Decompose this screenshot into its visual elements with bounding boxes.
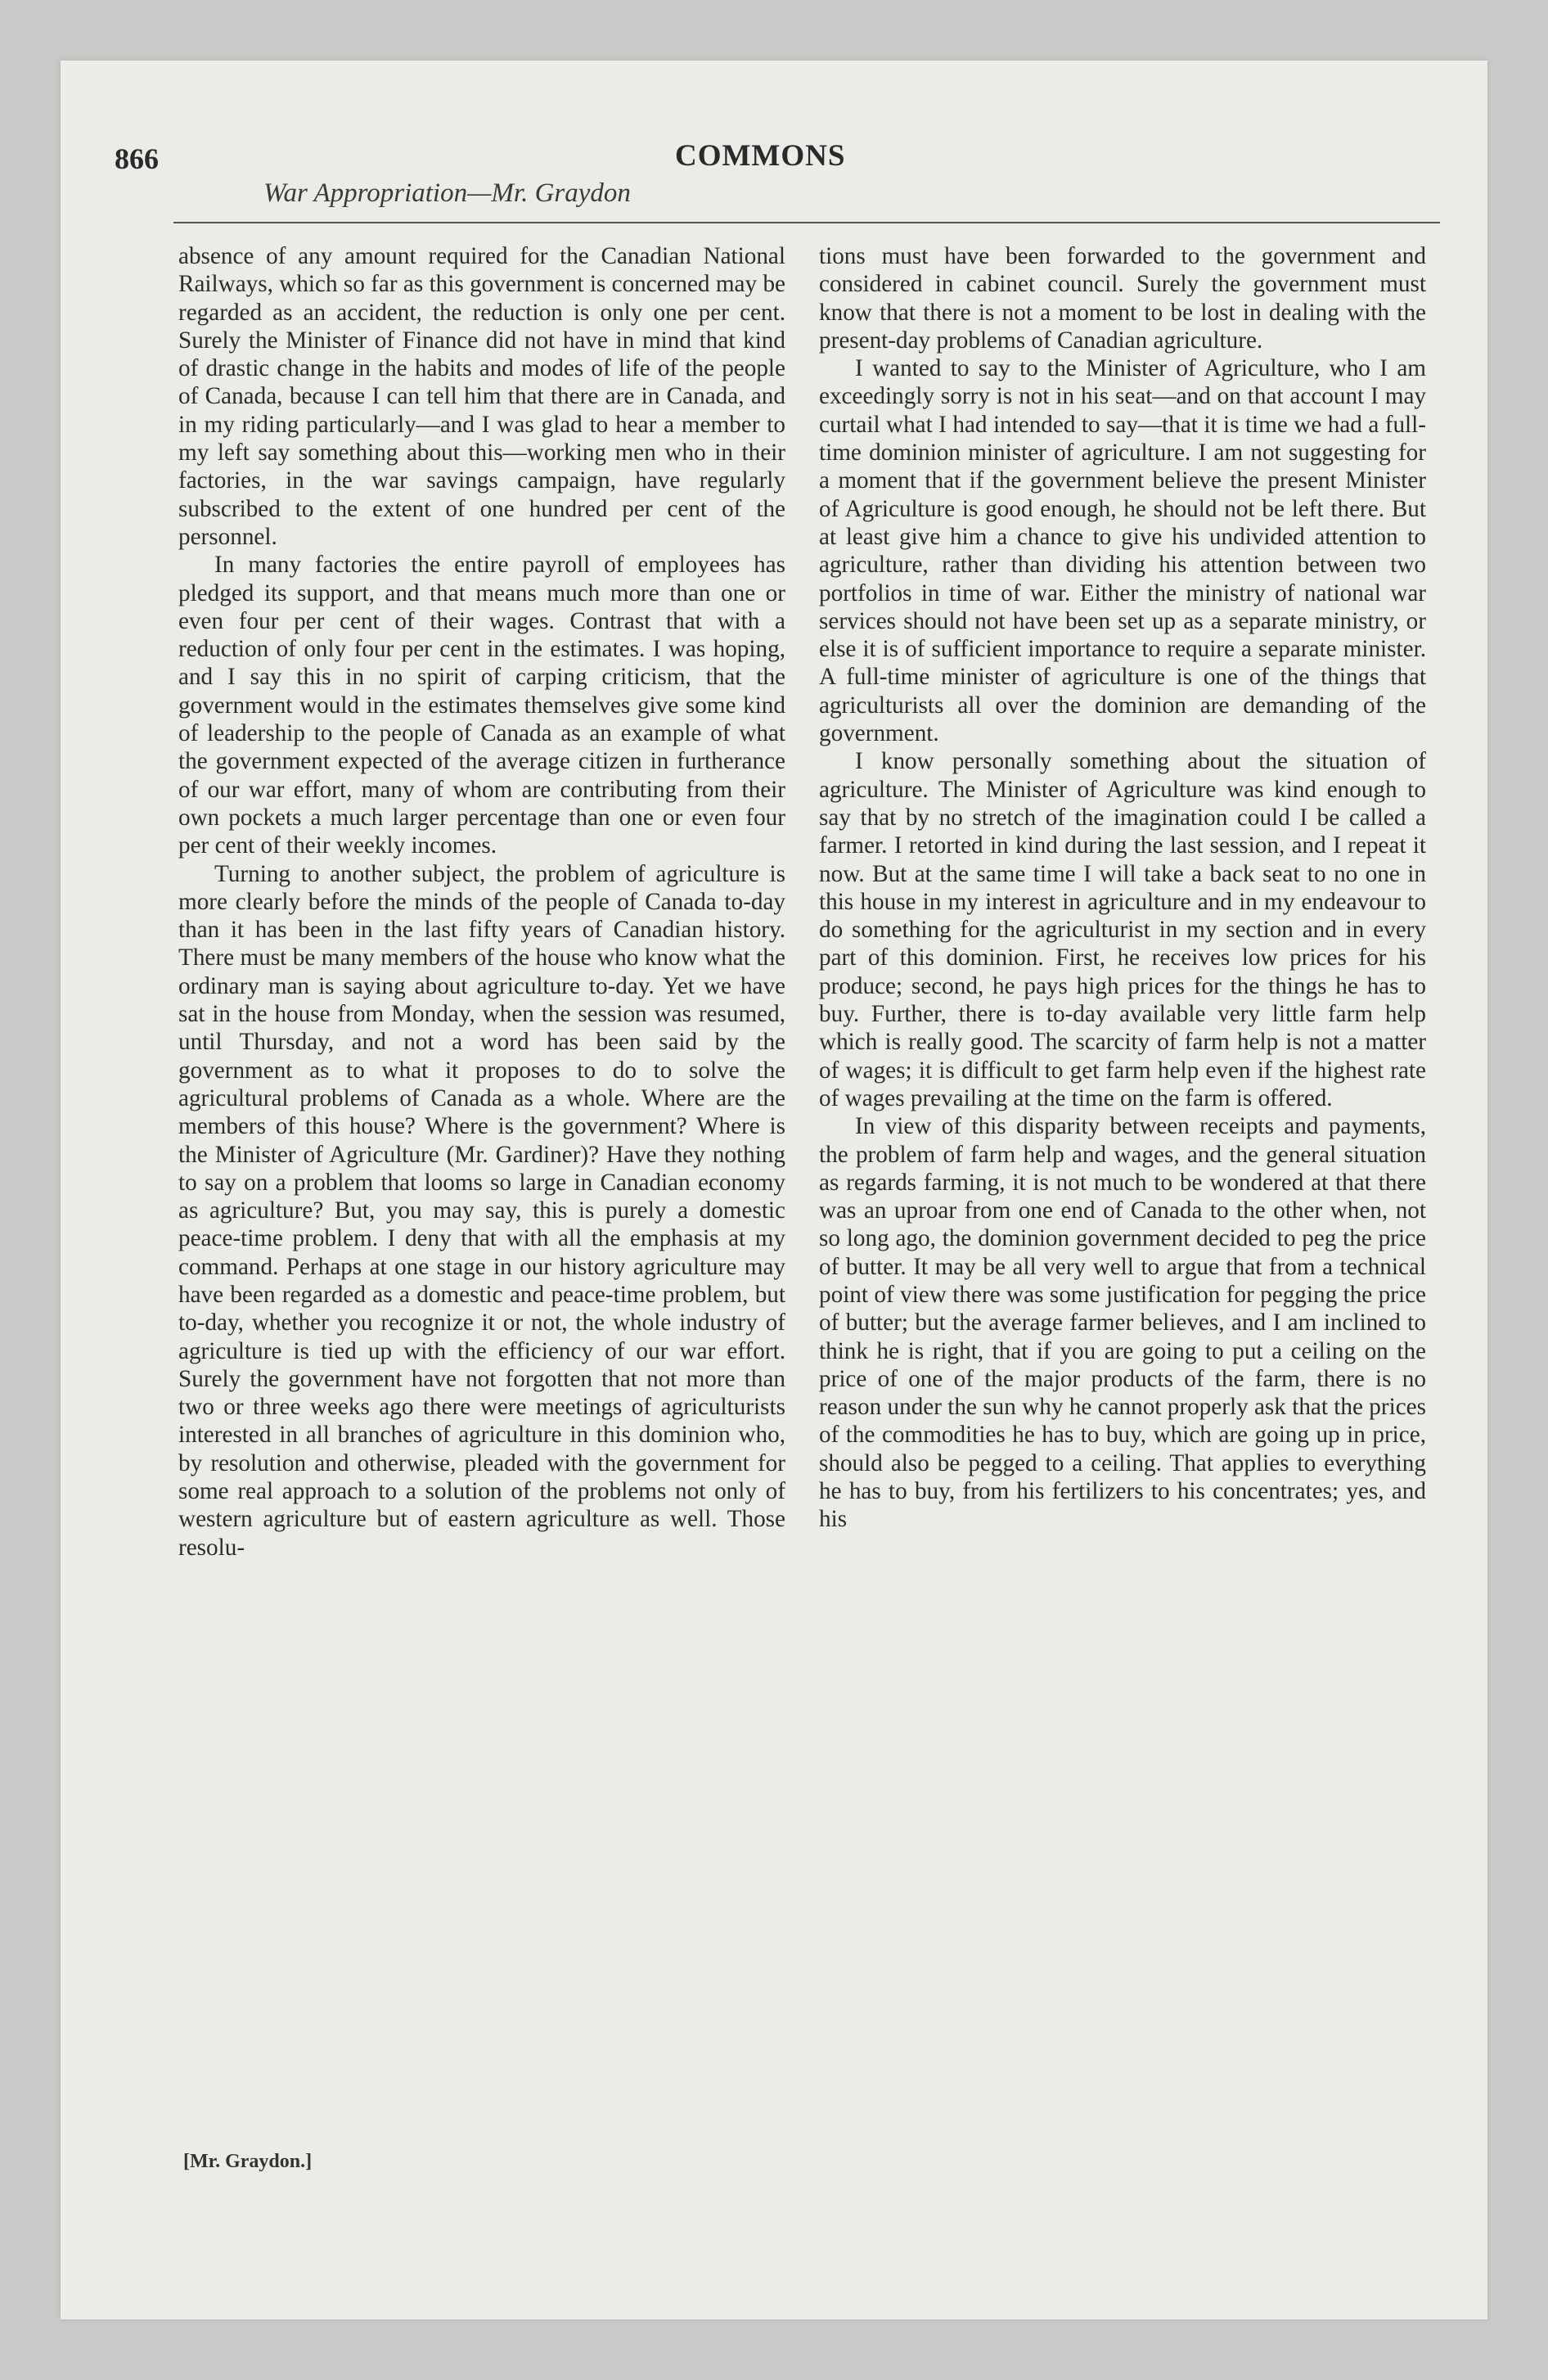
paragraph: In view of this disparity between receipts and payments, the problem of farm help and wages, and the general situation as regards farming, it is not much to be wondered at that there was an uproar from one end of Canada to the other when, not so long ago, the dominion government decided to peg the price of butter. It may be all very well to argue that from a technical point of view there was some justification for pegging the price of butter; but the average farmer believes, and I am inclined to think he is right, that if you are going to put a ceiling on the price of one of the major products of the farm, there is no reason under the sun why he cannot properly ask that the prices of the commodities he has to buy, which are going up in price, should also be pegged to a ceiling. That applies to everything he has to buy, from his fertilizers to his concentrates; yes, and his: [819, 1113, 1426, 1533]
speaker-footer: [Mr. Graydon.]: [183, 2151, 313, 2172]
header-rule: [173, 222, 1440, 223]
paragraph: In many factories the entire payroll of employees has pledged its support, and that means much more than one or even four per cent of their wages. Contrast that with a reduction of only four per cent in the estimates. I was hoping, and I say this in no spirit of carping criticism, that the government would in the estimates themselves give some kind of leadership to the people of Canada as an example of what the government expected of the average citizen in furtherance of our war effort, many of whom are contributing from their own pockets a much larger percentage than one or even four per cent of their weekly incomes.: [178, 552, 785, 859]
paragraph: I know personally something about the situation of agriculture. The Minister of Agriculture was kind enough to say that by no stretch of the imagination could I be called a farmer. I retorted in kind during the last session, and I repeat it now. But at the same time I will take a back seat to no one in this house in my interest in agriculture and in my endeavour to do something for the agriculturist in my section and in every part of this dominion. First, he receives low prices for his produce; second, he pays high prices for the things he has to buy. Further, there is to-day available very little farm help which is really good. The scarcity of farm help is not a matter of wages; it is difficult to get farm help even if the highest rate of wages prevailing at the time on the farm is offered.: [819, 748, 1426, 1111]
paragraph: Turning to another subject, the problem of agriculture is more clearly before the minds of the people of Canada to-day than it has been in the last fifty years of Canadian history. There must be many members of the house who know what the ordinary man is saying about agriculture to-day. Yet we have sat in the house from Monday, when the session was resumed, until Thursday, and not a word has been said by the government as to what it proposes to do to solve the agricultural problems of Canada as a whole. Where are the members of this house? Where is the government? Where is the Minister of Agriculture (Mr. Gardiner)? Have they nothing to say on a problem that looms so large in Canadian economy as agriculture? But, you may say, this is purely a domestic peace-time problem. I deny that with all the emphasis at my command. Perhaps at one stage in our history agriculture may have been regarded as a domestic and peace-time problem, but to-day, whether you recognize it or not, the whole industry of agriculture is tied up with the efficiency of our war effort. Surely the government have not forgotten that not more than two or three weeks ago there were meetings of agriculturists interested in all branches of agriculture in this dominion who, by resolution and otherwise, pleaded with the government for some real approach to a solution of the problems not only of western agriculture but of eastern agriculture as well. Those resolu-: [178, 860, 785, 1561]
paragraph: absence of any amount required for the Canadian National Railways, which so far as this government is concerned may be regarded as an accident, the reduction is only one per cent. Surely the Minister of Finance did not have in mind that kind of drastic change in the habits and modes of life of the people of Canada, because I can tell him that there are in Canada, and in my riding particularly—and I was glad to hear a member to my left say something about this—working men who in their factories, in the war savings campaign, have regularly subscribed to the extent of one hundred per cent of the personnel.: [178, 243, 785, 550]
page-number: 866: [115, 142, 159, 175]
running-head: COMMONS: [675, 139, 846, 173]
section-title: War Appropriation—Mr. Graydon: [263, 178, 631, 208]
paragraph: I wanted to say to the Minister of Agriculture, who I am exceedingly sorry is not in his seat—and on that account I may curtail what I had intended to say—that it is time we had a full-time dominion minister of agriculture. I am not suggesting for a moment that if the government believe the present Minister of Agriculture is good enough, he should not be left there. But at least give him a chance to give his undivided attention to agriculture, rather than dividing his attention between two portfolios in time of war. Either the ministry of national war services should not have been set up as a separate ministry, or else it is of sufficient importance to require a separate minister. A full-time minister of agriculture is one of the things that agriculturists all over the dominion are demanding of the government.: [819, 355, 1426, 747]
left-column: [178, 242, 785, 1562]
paragraph: tions must have been forwarded to the government and considered in cabinet council. Surely the government must know that there is not a moment to be lost in dealing with the present-day problems of Canadian agriculture.: [819, 243, 1426, 354]
right-column: [819, 242, 1426, 1534]
